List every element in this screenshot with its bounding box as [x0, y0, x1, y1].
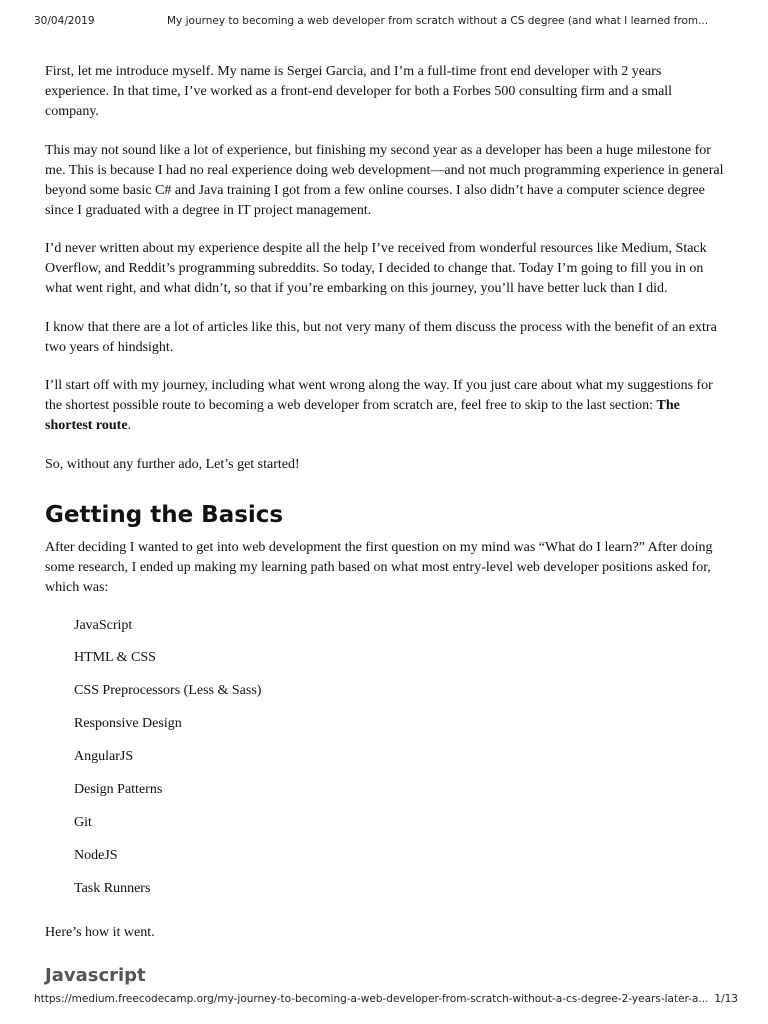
skip-paragraph-text: I’ll start off with my journey, including what went wrong along the way. If you just care about what my suggestions for the shortest possible route to becoming a web developer from scratch are, feel free to skip to the last section:	[45, 378, 713, 413]
heading-javascript: Javascript	[45, 964, 146, 986]
skip-paragraph	[45, 376, 727, 436]
how-it-went-paragraph: Here’s how it went.	[45, 924, 155, 940]
heading-getting-the-basics: Getting the Basics	[45, 501, 284, 528]
list-item: Git	[74, 814, 92, 830]
motivation-paragraph: I’d never written about my experience despite all the help I’ve received from wonderful resources like Medium, Stack Overflow, and Reddit’s programming subreddits. So today, I decided to change that. Today I’m going to fill you in on what went right, and what didn’t, so that if you’re embarking on this journey, you’ll have better luck than I did.	[45, 241, 707, 296]
list-item: Design Patterns	[74, 781, 163, 797]
skip-paragraph-end: .	[127, 418, 132, 433]
page-number: 1/13	[714, 993, 738, 1005]
print-url: https://medium.freecodecamp.org/my-journey-to-becoming-a-web-developer-from-scratch-without-a-cs-degree-2-years-later-a...	[34, 993, 709, 1005]
start-paragraph: So, without any further ado, Let’s get started!	[45, 456, 300, 472]
learning-path-list	[45, 606, 727, 903]
hindsight-paragraph: I know that there are a lot of articles like this, but not very many of them discuss the process with the benefit of an extra two years of hindsight.	[45, 319, 717, 355]
print-title: My journey to becoming a web developer from scratch without a CS degree (and what I learned from...	[167, 15, 709, 27]
list-item: CSS Preprocessors (Less & Sass)	[74, 682, 262, 698]
list-item: AngularJS	[74, 748, 134, 764]
list-item: Task Runners	[74, 880, 151, 896]
print-header	[34, 15, 738, 31]
shortest-route-link[interactable]: The shortest route	[45, 398, 680, 433]
list-item: NodeJS	[74, 847, 118, 863]
article-body	[45, 62, 727, 987]
list-item: HTML & CSS	[74, 649, 156, 665]
list-item: Responsive Design	[74, 715, 182, 731]
experience-paragraph: This may not sound like a lot of experience, but finishing my second year as a developer has been a huge milestone for me. This is because I had no real experience doing web development—and not much programming experience in general beyond some basic C# and Java training I got from a few online courses. I also didn’t have a computer science degree since I graduated with a degree in IT project management.	[45, 142, 724, 218]
list-item: JavaScript	[74, 617, 133, 633]
print-footer	[34, 993, 738, 1009]
intro-paragraph: First, let me introduce myself. My name is Sergei Garcia, and I’m a full-time front end developer with 2 years experience. In that time, I’ve worked as a front-end developer for both a Forbes 500 consulting firm and a small company.	[45, 64, 673, 119]
learning-path-intro: After deciding I wanted to get into web development the first question on my mind was “What do I learn?” After doing some research, I ended up making my learning path based on what most entry-level web developer positions asked for, which was:	[45, 539, 713, 595]
print-date: 30/04/2019	[34, 15, 95, 27]
